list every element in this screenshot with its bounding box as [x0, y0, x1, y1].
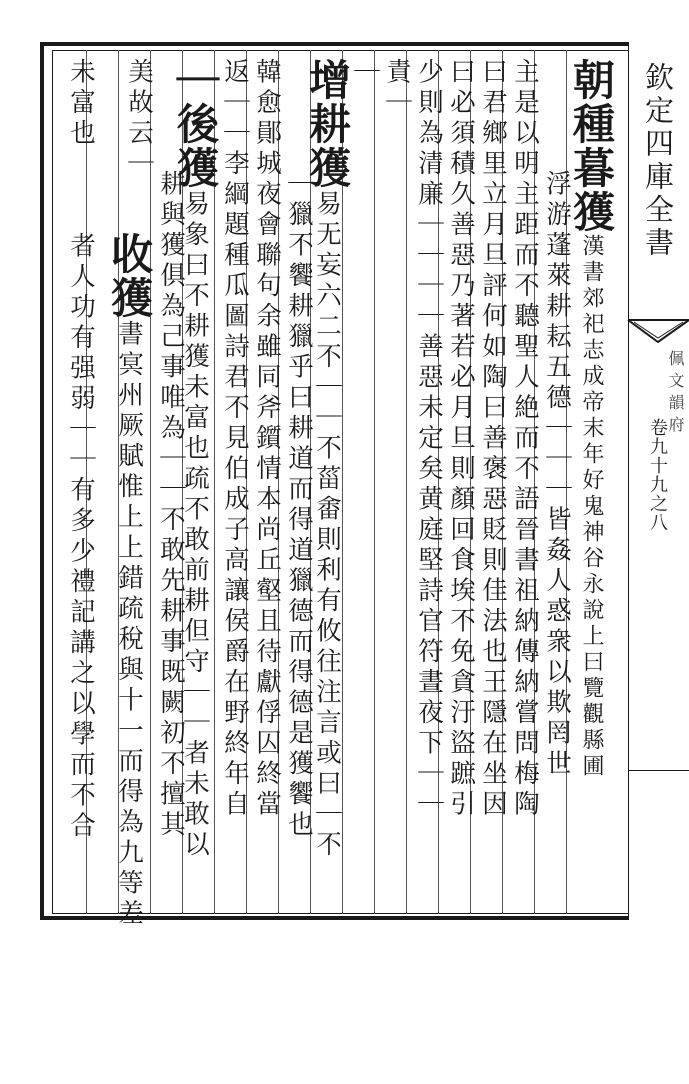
column-text: 主是以明主距而不聽聖人絶而不語晉書祖納傳納嘗問梅陶: [510, 58, 540, 821]
text-column-18: [60, 232, 102, 1084]
spine-border: [628, 42, 629, 920]
column-text: 曰君鄉里立月旦評何如陶曰善褒惡貶則佳法也王隱在坐因: [478, 58, 508, 821]
margin-fragment-text: 佩文韻府: [666, 350, 685, 438]
entry-heading: ｜後獲: [171, 58, 220, 190]
column-text: 浮游蓬萊耕耘五德｜｜｜皆姦人惑衆以欺罔世: [542, 170, 572, 780]
column-text: ｜: [350, 58, 380, 89]
margin-book-title: 欽定四庫全書: [641, 62, 675, 260]
column-text: 耕與獲俱為己事唯為｜｜不敢先耕事既闕初不擅其: [156, 170, 186, 841]
column-text: 書㝠州厥賦惟上上錯疏稅與十一而得為九等差: [114, 320, 144, 930]
column-text: 易象曰不耕獲未富也疏不敢前耕但守｜｜者未敢以: [180, 190, 210, 861]
column-text: 未富也: [66, 58, 96, 150]
column-text: ｜獵不饗耕獵乎曰耕道而得道獵德而得德是獲饗也: [284, 170, 314, 841]
entry-heading: 增耕獲: [303, 58, 352, 190]
column-text: 韓愈鄖城夜會聯句余雖同斧鑕情本尚丘壑且待獻俘囚終當: [252, 58, 282, 821]
column-text: 美故云｜: [124, 58, 154, 180]
column-text: 曰必須積久善惡乃著若必月旦則顏回食埃不免貪汙盜蹠引: [446, 58, 476, 821]
column-text: 返｜｜李綱題種瓜圖詩君不見伯成子高讓侯爵在野終年自: [220, 58, 250, 821]
text-column-16: [105, 232, 154, 1084]
fish-tail-mark: [628, 318, 689, 344]
entry-heading: 朝種暮獲: [567, 58, 616, 234]
column-text: 責｜: [382, 58, 412, 119]
spine-mark: [628, 770, 689, 771]
margin-volume-number: 卷九十九之八: [647, 418, 668, 532]
text-column-12: [214, 58, 256, 910]
entry-heading: 收獲: [105, 232, 154, 320]
column-text: 易无妄六二不｜｜不菑畬則利有攸往注言或曰｜不: [312, 190, 342, 861]
column-text: 者人功有强弱｜｜有多少禮記講之以學而不合: [66, 232, 96, 842]
column-text: 漢書郊祀志成帝末年好鬼神谷永說上曰覽觀縣圃: [579, 234, 604, 780]
column-text: 少則為清廉｜｜｜｜善惡未定矣黄庭堅詩官符晝夜下｜｜: [414, 58, 444, 821]
